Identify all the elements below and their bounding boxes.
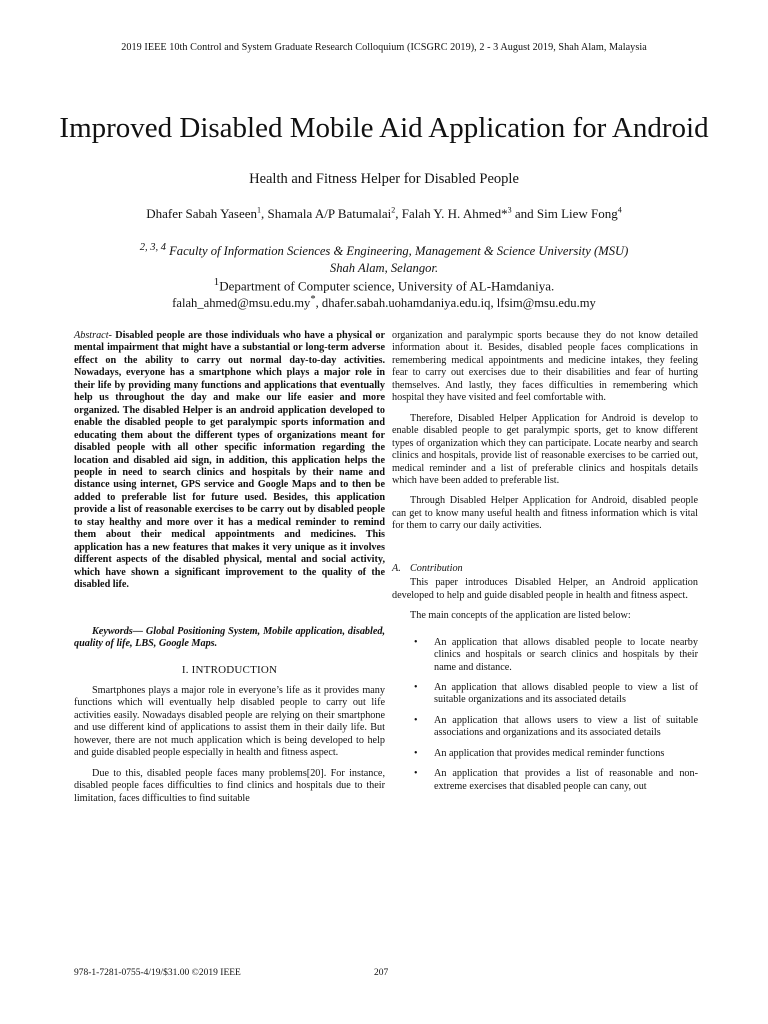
contribution-paragraph: This paper introduces Disabled Helper, an Android application developed to help and guide disabled people in health and fitness aspect. xyxy=(392,577,698,601)
paper-title: Improved Disabled Mobile Aid Application for Android xyxy=(59,112,709,145)
conference-header: 2019 IEEE 10th Control and System Graduate Research Colloquium (ICSGRC 2019), 2 - 3 August 2019, Shah Alam, Malaysia xyxy=(121,42,647,53)
footer-isbn: 978-1-7281-0755-4/19/$31.00 ©2019 IEEE xyxy=(74,968,241,978)
list-item: • An application that provides a list of reasonable and non-extreme exercises that disabled people can cany, out xyxy=(414,768,698,792)
contribution-paragraph: The main concepts of the application are listed below: xyxy=(410,610,631,622)
bullet-icon: • xyxy=(414,714,418,726)
list-item: • An application that provides medical reminder functions xyxy=(414,747,665,759)
list-item: • An application that allows users to view a list of suitable associations and organizations and its associated details xyxy=(414,714,698,739)
author: Shamala A/P Batumalai$^2$, xyxy=(267,205,402,221)
author-emails: falah_ahmed@msu.edu.my*, dhafer.sabah.uohamdaniya.edu.iq, lfsim@msu.edu.my xyxy=(172,294,596,311)
affiliation-primary: $^{2, 3, 4}$ Faculty of Information Sciences & Engineering, Management & Science University (MSU) Shah Alam, Selangor. xyxy=(139,242,629,276)
section-heading-introduction: I. INTRODUCTION xyxy=(181,664,278,677)
affiliation-secondary: $^1$Department of Computer science, University of AL-Hamdaniya. xyxy=(213,276,555,294)
keywords: Keywords— Global Positioning System, Mobile application, disabled, quality of life, LBS, Google Maps. xyxy=(74,625,385,649)
right-column xyxy=(392,330,698,801)
list-item: • An application that allows disabled people to view a list of suitable organizations and its associated details xyxy=(414,681,698,706)
abstract-text: Disabled people are those individuals who have a physical or mental impairment that might have a substantial or long-term adverse effect on the ability to carry out normal day-to-day activities. Nowadays, everyone has a smartphone which plays a major role in their life by providing many functions and applications that eventually help us throughout the day and make our life easier and more organized. The disabled Helper is an android application developed to enable the disabled people to get paralympic sports information and educating them about the different types of organizations meant for disabled people with all other specific information regarding the location and disabled aid sign, in addition, this application helps the people in need to search clinics and hospitals by their name and distance using internet, GPS service and Google Maps and to then be added to preferable list for future used. Besides, this application provide a list of reasonable exercises to be carry out by disabled people to stay healthy and more over it has a medical reminder to remind them about their medical appointments and medicines. This application has a new features that makes it very unique as it involves different aspects of the disabled physical, mental and social activity, which have shown a significant improvement to the quality of the disabled life. xyxy=(74,330,385,591)
subsection-heading-contribution: A. Contribution xyxy=(392,562,463,574)
body-paragraph: Through Disabled Helper Application for Android, disabled people can get to know many useful health and fitness information which is vital for them to carry our daily activities. xyxy=(392,495,698,532)
body-paragraph: Therefore, Disabled Helper Application for Android is develop to enable disabled people to get paralympic sports, get to know different types of organization which they can participate. Locate nearby and search clinics and hospitals, provide list of reasonable exercises to be carried out, medical reminder and a list of preferable clinics and hospitals details which have been added to preferable list. xyxy=(392,412,698,486)
abstract xyxy=(74,330,385,592)
contribution-list xyxy=(392,637,698,794)
bullet-icon: • xyxy=(414,747,418,759)
intro-paragraph: Due to this, disabled people faces many problems[20]. For instance, disabled people faces difficulties to find clinics and hospitals due to their limitation, faces difficulties to find suitable xyxy=(74,767,385,804)
abstract-label: Abstract- xyxy=(74,330,112,341)
list-item: • An application that allows disabled people to locate nearby clinics and hospitals or search clinics and hospitals by their name and distance. xyxy=(414,636,698,673)
author: Falah Y. H. Ahmed*$^3$ and xyxy=(401,205,537,221)
intro-paragraph: Smartphones plays a major role in everyone’s life as it provides many functions which will eventually help disabled people to carry out life activities easily. Nowadays disabled people are relying on their smartphone and use different kind of applications to assist them in their daily life. But however, there are not much application which is being developed to help and guide disabled people especially in health and fitness aspect. xyxy=(74,684,385,759)
body-paragraph: organization and paralympic sports because they do not know detailed information about it. Besides, disabled people faces complications in remembering medical appointments and medicine intakes, they feeling fear to carry out exercises due to their disabilities and fear of hurting themselves. And lastly, they faces difficulties in remembering which hospital they have visited and feel comfortable with. xyxy=(392,330,698,404)
bullet-icon: • xyxy=(414,768,418,780)
bullet-icon: • xyxy=(414,636,418,648)
paper-subtitle: Health and Fitness Helper for Disabled People xyxy=(249,171,519,187)
author: Dhafer Sabah Yaseen$^1$, xyxy=(146,205,268,221)
page-number: 207 xyxy=(374,968,389,978)
author-list xyxy=(0,206,768,222)
left-column xyxy=(74,330,385,813)
bullet-icon: • xyxy=(414,681,418,693)
author: Sim Liew Fong$^4$ xyxy=(536,205,622,221)
